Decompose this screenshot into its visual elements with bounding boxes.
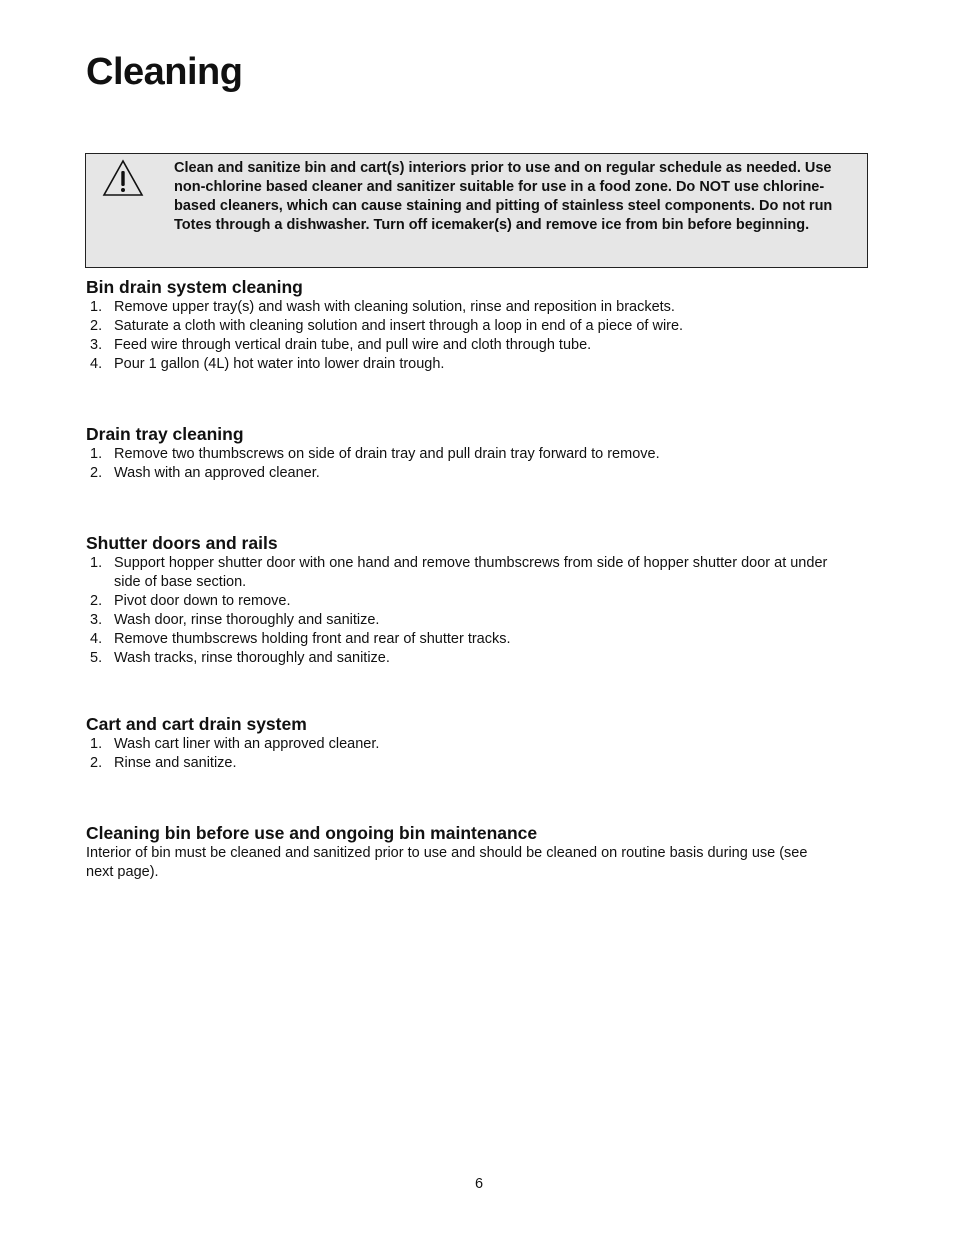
list-item xyxy=(86,754,846,773)
section-heading: Cart and cart drain system xyxy=(86,714,307,734)
list-item xyxy=(86,464,846,483)
warning-text: Clean and sanitize bin and cart(s) interiors prior to use and on regular schedule as needed. Use non-chlorine based cleaner and sanitizer suitable for use in a food zone. Do NOT use chlorine-based cleaners, which can cause staining and pitting of stainless steel components. Do not run Totes through a dishwasher. Turn off icemaker(s) and remove ice from bin before beginning. xyxy=(174,160,833,233)
section-bin-drain-system-cleaning xyxy=(86,277,846,374)
step-text: Wash with an approved cleaner. xyxy=(114,465,320,481)
step-text: Feed wire through vertical drain tube, and pull wire and cloth through tube. xyxy=(114,337,592,353)
page-number: 6 xyxy=(474,1176,484,1192)
step-number: 1. xyxy=(90,299,103,315)
steps-list xyxy=(86,554,846,668)
list-item xyxy=(86,355,846,374)
step-number: 3. xyxy=(90,612,103,628)
list-item xyxy=(86,611,846,630)
step-text: Remove two thumbscrews on side of drain tray and pull drain tray forward to remove. xyxy=(114,446,660,462)
list-item xyxy=(86,445,846,464)
steps-list xyxy=(86,445,846,483)
section-cart-and-cart-drain-system xyxy=(86,714,846,773)
steps-list xyxy=(86,735,846,773)
step-text: Wash cart liner with an approved cleaner. xyxy=(114,736,380,752)
step-text: Remove thumbscrews holding front and rear of shutter tracks. xyxy=(114,631,511,647)
list-item xyxy=(86,649,846,668)
section-heading: Bin drain system cleaning xyxy=(86,277,303,297)
list-item xyxy=(86,735,846,754)
section-cleaning-bin-before-use xyxy=(86,823,846,882)
list-item xyxy=(86,592,846,611)
step-text: Saturate a cloth with cleaning solution and insert through a loop in end of a piece of wire. xyxy=(114,318,684,334)
section-heading: Drain tray cleaning xyxy=(86,424,244,444)
step-number: 2. xyxy=(90,593,103,609)
list-item xyxy=(86,554,846,592)
step-number: 4. xyxy=(90,356,103,372)
section-shutter-doors-and-rails xyxy=(86,533,846,668)
warning-box xyxy=(85,153,868,268)
step-number: 2. xyxy=(90,318,103,334)
steps-list xyxy=(86,298,846,374)
list-item xyxy=(86,317,846,336)
step-text: Pivot door down to remove. xyxy=(114,593,291,609)
list-item xyxy=(86,630,846,649)
step-text: Wash tracks, rinse thoroughly and sanitize. xyxy=(114,650,390,666)
step-number: 5. xyxy=(90,650,103,666)
step-number: 1. xyxy=(90,446,103,462)
section-heading: Cleaning bin before use and ongoing bin maintenance xyxy=(86,823,538,843)
section-paragraph: Interior of bin must be cleaned and sanitized prior to use and should be cleaned on routine basis during use (see next page). xyxy=(86,845,808,880)
page-title: Cleaning xyxy=(86,51,243,93)
section-drain-tray-cleaning xyxy=(86,424,846,483)
list-item xyxy=(86,336,846,355)
step-number: 1. xyxy=(90,736,103,752)
step-text: Wash door, rinse thoroughly and sanitize. xyxy=(114,612,380,628)
step-text: Pour 1 gallon (4L) hot water into lower drain trough. xyxy=(114,356,445,372)
step-number: 1. xyxy=(90,555,103,571)
step-text: Rinse and sanitize. xyxy=(114,755,237,771)
step-number: 4. xyxy=(90,631,103,647)
warning-triangle-icon xyxy=(101,158,145,198)
list-item xyxy=(86,298,846,317)
step-text: Remove upper tray(s) and wash with cleaning solution, rinse and reposition in brackets. xyxy=(114,299,675,315)
step-number: 2. xyxy=(90,755,103,771)
step-text: Support hopper shutter door with one hand and remove thumbscrews from side of hopper shutter door at under side of base section. xyxy=(114,555,828,590)
step-number: 2. xyxy=(90,465,103,481)
step-number: 3. xyxy=(90,337,103,353)
section-heading: Shutter doors and rails xyxy=(86,533,278,553)
